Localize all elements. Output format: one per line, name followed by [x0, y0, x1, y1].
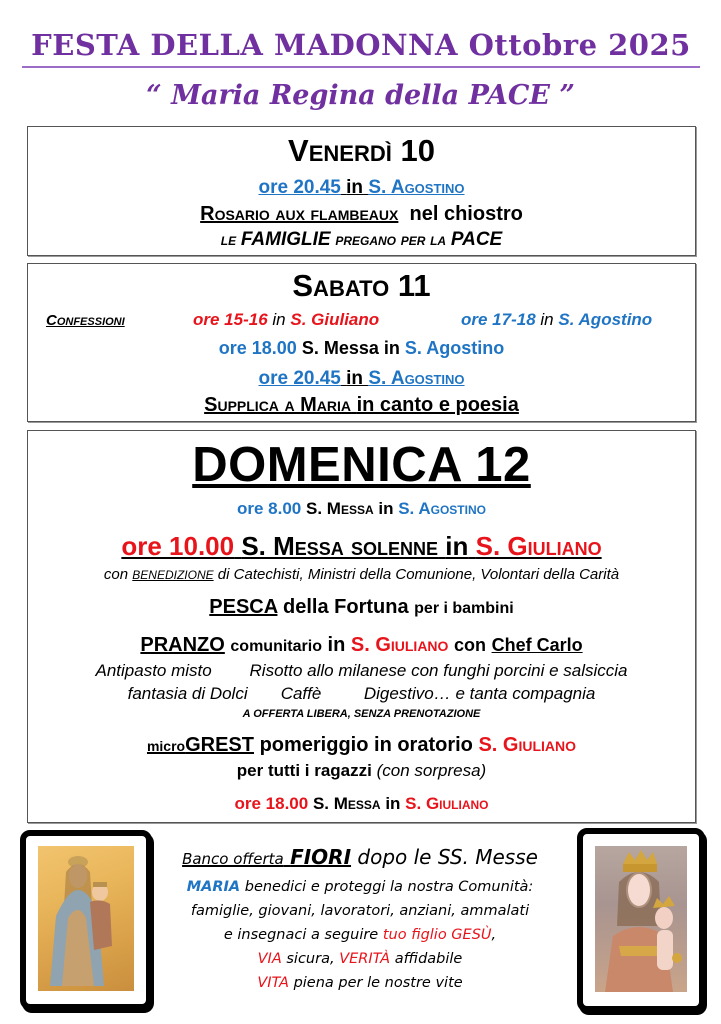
motto-part-1: le	[220, 230, 237, 249]
menu-dolci: fantasia di Dolci	[127, 684, 248, 703]
prayer-affidabile: affidabile	[394, 951, 463, 967]
ragazzi-sorpresa: (con sorpresa)	[376, 761, 487, 780]
prayer-vita: VITA	[257, 975, 289, 991]
sunday-mass1-line	[28, 499, 695, 519]
saturday-mass-label: S. Messa in	[301, 338, 400, 358]
mass2-place: S. Giuliano	[475, 531, 602, 561]
conf2-place: S. Agostino	[558, 310, 653, 329]
conf2-time: ore 17-18	[461, 310, 536, 329]
banco-offerta: Banco offerta	[182, 850, 284, 868]
pranzo-line	[28, 634, 695, 657]
pranzo-chef: Chef Carlo	[491, 635, 583, 655]
saturday-day-heading	[28, 268, 695, 304]
menu-line-2	[28, 684, 695, 704]
madonna-statue-photo	[38, 846, 134, 991]
prayer-via: VIA	[257, 951, 282, 967]
prayer-comma: ,	[491, 927, 497, 943]
sunday-day-heading: DOMENICA 12	[192, 438, 531, 492]
grest-micro: micro	[146, 738, 186, 754]
mass3-in: in	[385, 794, 401, 813]
prayer-line-2: famiglie, giovani, lavoratori, anziani, ammalati	[190, 903, 530, 919]
supplica-desc: in canto e poesia	[356, 394, 519, 416]
mass3-place: S. Giuliano	[405, 794, 489, 813]
pranzo-title: PRANZO	[140, 634, 225, 656]
grest-title: GREST	[185, 734, 254, 756]
offerta-note: A OFFERTA LIBERA, SENZA PRENOTAZIONE	[242, 708, 481, 720]
prayer-sicura: sicura,	[286, 951, 335, 967]
poster-title: FESTA DELLA MADONNA Ottobre 2025	[31, 28, 691, 62]
blessing-con: con	[103, 566, 129, 583]
pranzo-con: con	[454, 635, 487, 655]
prayer-line-4	[150, 951, 570, 967]
mass1-place: S. Agostino	[398, 499, 486, 518]
mass3-time: ore 18.00	[234, 794, 309, 813]
grest-desc: pomeriggio in oratorio	[259, 734, 473, 756]
grest-place: S. Giuliano	[478, 734, 577, 756]
confessioni-slot-2	[461, 310, 652, 330]
prayer-verita: VERITÀ	[339, 951, 391, 967]
mass1-in: in	[378, 499, 394, 518]
friday-motto-line	[28, 229, 695, 251]
saturday-box	[27, 263, 696, 422]
prayer-gesu: tuo figlio GESÙ	[382, 927, 492, 943]
saturday-evening-line	[28, 368, 695, 390]
conf1-in: in	[272, 310, 286, 329]
madonna-figure-icon	[38, 846, 134, 991]
conf1-place: S. Giuliano	[290, 310, 380, 329]
banco-fiori-line	[150, 845, 570, 869]
conf2-in: in	[540, 310, 554, 329]
pranzo-place: S. Giuliano	[350, 634, 449, 656]
pesca-bambini: per i bambini	[414, 600, 514, 617]
left-photo-frame	[20, 830, 152, 1010]
pesca-title: PESCA	[209, 596, 278, 618]
conf1-time: ore 15-16	[193, 310, 268, 329]
menu-risotto: Risotto allo milanese con funghi porcini e salsiccia	[249, 661, 628, 680]
crowned-madonna-statue-photo	[595, 846, 687, 992]
blessing-line	[28, 566, 695, 583]
prayer-line-3	[150, 927, 570, 943]
blessing-recipients: di Catechisti, Ministri della Comunione, Volontari della Carità	[217, 566, 620, 583]
banco-dopo-messe: dopo le SS. Messe	[357, 845, 538, 869]
sunday-mass3-line	[28, 794, 695, 814]
crowned-madonna-figure-icon	[595, 846, 687, 992]
friday-place: S. Agostino	[368, 177, 465, 198]
friday-time: ore 20.45	[258, 177, 341, 198]
mass1-time: ore 8.00	[237, 499, 302, 518]
menu-antipasto: Antipasto misto	[95, 661, 212, 680]
pesca-fortuna: della Fortuna	[283, 596, 409, 618]
mass2-time: ore 10.00	[121, 531, 235, 561]
mass3-label: S. Messa	[312, 794, 381, 813]
friday-box	[27, 126, 696, 256]
pesca-line	[28, 596, 695, 619]
saturday-mass-time: ore 18.00	[218, 338, 297, 358]
mass1-label: S. Messa	[306, 499, 374, 518]
saturday-evening-time: ore 20.45	[258, 368, 341, 389]
friday-event-title: Rosario aux flambeaux	[200, 203, 399, 225]
confessioni-slot-1	[193, 310, 379, 330]
friday-event-line	[28, 203, 695, 226]
prayer-line-5	[150, 975, 570, 991]
supplica-line	[28, 394, 695, 417]
prayer-maria: MARIA	[186, 879, 241, 895]
friday-in: in	[346, 177, 364, 198]
saturday-mass-line	[28, 338, 695, 359]
friday-time-line	[28, 177, 695, 199]
friday-day-heading	[28, 133, 695, 169]
ragazzi-line	[28, 761, 695, 781]
menu-digestivo: Digestivo… e tanta compagnia	[363, 684, 596, 703]
grest-line	[28, 734, 695, 757]
footer-prayer-block	[150, 845, 570, 1015]
poster-subtitle: “ Maria Regina della PACE ”	[146, 80, 575, 111]
motto-part-4: PACE	[450, 229, 503, 250]
prayer-line-1	[150, 879, 570, 895]
pranzo-comunitario: comunitario	[230, 638, 322, 655]
confessioni-label: Confessioni	[46, 312, 125, 329]
menu-line-1	[28, 661, 695, 681]
saturday-mass-place: S. Agostino	[404, 338, 505, 358]
title-divider	[22, 66, 700, 68]
blessing-word: BENEDIZIONE	[132, 568, 214, 582]
pranzo-in: in	[327, 634, 346, 656]
mass2-in: in	[445, 531, 469, 561]
saturday-evening-in: in	[346, 368, 364, 389]
menu-caffe: Caffè	[280, 684, 322, 703]
friday-day-label: Venerdì 10	[288, 133, 435, 168]
supplica-title: Supplica a Maria	[204, 394, 352, 416]
friday-event-location: nel chiostro	[409, 203, 523, 225]
sunday-solemn-mass-line	[28, 531, 695, 562]
motto-part-3: pregano per la	[335, 230, 447, 249]
banco-fiori: FIORI	[290, 845, 352, 869]
ragazzi-text: per tutti i ragazzi	[236, 761, 372, 780]
mass2-label: S. Messa solenne	[241, 531, 439, 561]
saturday-evening-place: S. Agostino	[368, 368, 465, 389]
saturday-day-label: Sabato 11	[292, 268, 431, 303]
prayer-piena: piena per le nostre vite	[293, 975, 463, 991]
motto-part-2: FAMIGLIE	[240, 229, 331, 250]
prayer-benedici: benedici e proteggi la nostra Comunità:	[244, 879, 534, 895]
prayer-insegnaci: e insegnaci a seguire	[223, 927, 379, 943]
right-photo-frame	[577, 828, 705, 1012]
sunday-box	[27, 430, 696, 823]
